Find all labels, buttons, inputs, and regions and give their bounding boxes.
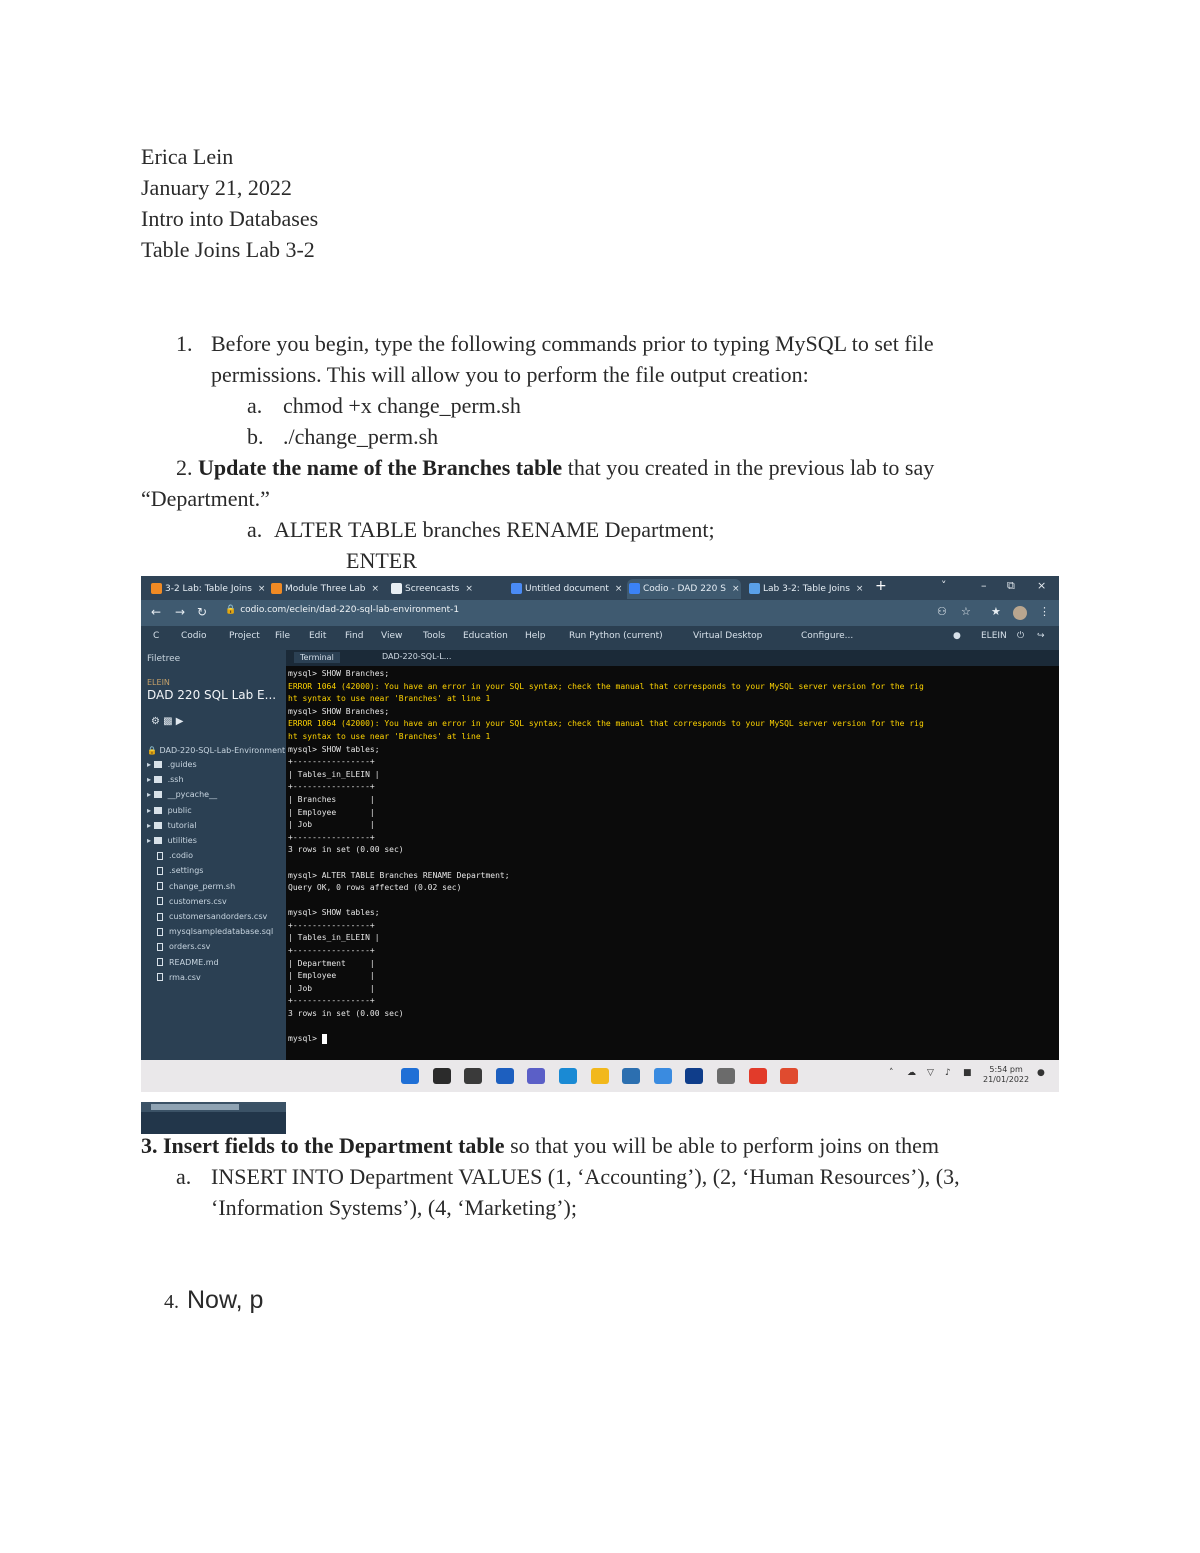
- battery-icon[interactable]: ■: [963, 1068, 972, 1078]
- step2-rest-text: that you created in the previous lab to say: [562, 455, 935, 480]
- browser-tab[interactable]: [269, 579, 387, 599]
- tree-item-label: .guides: [167, 760, 197, 769]
- tab-label: Screencasts: [405, 584, 460, 594]
- tab-label: Untitled document: [525, 584, 609, 594]
- terminal-line: | Employee |: [288, 807, 375, 817]
- step2-line: [176, 454, 934, 482]
- tab-favicon-icon: [749, 583, 760, 594]
- sidebar-tab-filetree[interactable]: Filetree: [147, 654, 181, 664]
- project-owner: ELEIN: [147, 678, 170, 687]
- terminal-line: | Branches |: [288, 794, 375, 804]
- step2-number: 2.: [176, 455, 193, 480]
- menu-item[interactable]: Tools: [423, 631, 446, 641]
- terminal-line: ERROR 1064 (42000): You have an error in your SQL syntax; check the manual that corresponds to your MySQL server version for the rig: [288, 681, 924, 691]
- tree-item-label: README.md: [169, 957, 219, 967]
- terminal-line: mysql> SHOW Branches;: [288, 706, 390, 716]
- tree-folder[interactable]: [147, 775, 184, 784]
- project-name: DAD 220 SQL Lab E...: [147, 688, 277, 702]
- folder-icon: [154, 822, 162, 829]
- taskbar-clock[interactable]: [983, 1065, 1029, 1085]
- tree-item-label: .codio: [169, 851, 194, 861]
- extensions-icon[interactable]: ★: [991, 605, 1001, 618]
- terminal-output[interactable]: [288, 668, 1056, 1058]
- terminal-line: ht syntax to use near 'Branches' at line 1: [288, 731, 491, 741]
- file-icon: [157, 897, 163, 905]
- forward-icon[interactable]: →: [175, 605, 186, 619]
- terminal-line: 3 rows in set (0.00 sec): [288, 845, 404, 855]
- folder-icon: [154, 776, 162, 783]
- file-icon: [157, 943, 163, 951]
- expand-arrow-icon[interactable]: ▸: [147, 805, 154, 815]
- codio-menu-bar: [141, 626, 1059, 650]
- chrome-icon[interactable]: [780, 1068, 798, 1084]
- restore-icon[interactable]: ⧉: [1007, 579, 1015, 592]
- mail-icon[interactable]: [654, 1068, 672, 1084]
- step2-a-command: ALTER TABLE branches RENAME Department;: [274, 517, 715, 542]
- embedded-screenshot: [141, 576, 1059, 1092]
- task-view-icon[interactable]: [464, 1068, 482, 1084]
- terminal-line: | Tables_in_ELEIN |: [288, 769, 380, 779]
- browser-tab[interactable]: [149, 579, 267, 599]
- cloud-icon[interactable]: ☁: [907, 1068, 916, 1078]
- tree-file[interactable]: [157, 973, 201, 982]
- scrollbar-thumb[interactable]: [151, 1104, 239, 1110]
- terminal-tabs: [286, 650, 1059, 666]
- tab-terminal[interactable]: Terminal: [294, 652, 340, 663]
- back-icon[interactable]: ←: [151, 605, 162, 619]
- new-tab-icon[interactable]: +: [875, 578, 887, 594]
- tree-file[interactable]: [157, 866, 203, 875]
- terminal-line: | Job |: [288, 820, 375, 830]
- tree-root-folder[interactable]: 🔒 DAD-220-SQL-Lab-Environment: [147, 746, 286, 755]
- step3-number: 3.: [141, 1133, 158, 1158]
- step2-line2: “Department.”: [141, 486, 270, 511]
- folder-icon: [154, 837, 162, 844]
- terminal-line: mysql> SHOW tables;: [288, 744, 380, 754]
- tab-favicon-icon: [511, 583, 522, 594]
- close-icon[interactable]: ×: [731, 584, 740, 594]
- close-icon[interactable]: ×: [465, 584, 473, 594]
- tab-label: Module Three Lab: [285, 584, 366, 594]
- menu-item[interactable]: View: [381, 631, 403, 641]
- terminal-line: mysql>: [288, 1033, 1056, 1046]
- step3-a-label: a.: [176, 1164, 192, 1189]
- menu-item[interactable]: Codio: [181, 631, 207, 641]
- tree-folder[interactable]: [147, 806, 192, 815]
- terminal-line: +----------------+: [288, 920, 375, 930]
- terminal-line: [288, 1021, 1056, 1034]
- tree-item-label: utilities: [167, 836, 197, 845]
- tab-project[interactable]: DAD-220-SQL-L...: [382, 652, 452, 661]
- terminal-line: [288, 895, 1056, 908]
- menu-item[interactable]: Edit: [309, 631, 327, 641]
- step3-bold-text: Insert fields to the Department table: [163, 1133, 505, 1158]
- browser-tab[interactable]: [747, 579, 864, 599]
- tree-item-label: orders.csv: [169, 942, 211, 952]
- close-icon[interactable]: ×: [855, 584, 864, 594]
- app-icon[interactable]: [717, 1068, 735, 1084]
- tree-file[interactable]: [157, 897, 227, 906]
- terminal-line: | Department |: [288, 958, 375, 968]
- window-close-icon[interactable]: ×: [1037, 579, 1047, 592]
- terminal-line: +----------------+: [288, 946, 375, 956]
- close-icon[interactable]: ×: [614, 584, 623, 594]
- browser-tab-bar: [141, 576, 1059, 600]
- tree-file[interactable]: [157, 882, 235, 891]
- tree-folder[interactable]: [147, 836, 197, 845]
- menu-item[interactable]: Help: [525, 631, 546, 641]
- expand-arrow-icon[interactable]: ▸: [147, 760, 154, 769]
- terminal-line: ht syntax to use near 'Branches' at line 1: [288, 694, 491, 704]
- tab-label: Codio - DAD 220 S: [643, 584, 726, 594]
- terminal-line: +----------------+: [288, 832, 375, 842]
- bookmark-star-icon[interactable]: ☆: [961, 605, 971, 618]
- step1-a-command: chmod +x change_perm.sh: [283, 393, 521, 418]
- step1-b-command: ./change_perm.sh: [283, 424, 439, 449]
- lock-icon: 🔒: [225, 605, 237, 615]
- tree-item-label: mysqlsampledatabase.sql: [169, 927, 274, 937]
- tab-label: 3-2 Lab: Table Joins: [165, 584, 252, 594]
- store-icon[interactable]: [622, 1068, 640, 1084]
- document-date: January 21, 2022: [141, 175, 292, 200]
- chat-icon[interactable]: [527, 1068, 545, 1084]
- expand-arrow-icon[interactable]: ▸: [147, 820, 154, 830]
- course-name: Intro into Databases: [141, 206, 319, 231]
- menu-item[interactable]: Project: [229, 631, 260, 641]
- terminal-line: +----------------+: [288, 996, 375, 1006]
- step2-a-label: a.: [247, 517, 263, 542]
- terminal-line: Query OK, 0 rows affected (0.02 sec): [288, 883, 462, 893]
- assignment-title: Table Joins Lab 3-2: [141, 237, 315, 262]
- sidebar-footer: [141, 1112, 286, 1134]
- wifi-icon[interactable]: ▽: [927, 1068, 934, 1078]
- menu-item[interactable]: File: [275, 631, 291, 641]
- close-icon[interactable]: ×: [371, 584, 380, 594]
- terminal-line: mysql> ALTER TABLE Branches RENAME Department;: [288, 870, 510, 880]
- file-icon: [157, 973, 163, 981]
- step1-a-label: a.: [247, 393, 263, 418]
- app-icon[interactable]: [749, 1068, 767, 1084]
- file-explorer-icon[interactable]: [591, 1068, 609, 1084]
- tab-search-icon[interactable]: ˅: [941, 579, 947, 592]
- tree-item-label: .ssh: [167, 775, 184, 785]
- expand-arrow-icon[interactable]: ▸: [147, 790, 154, 800]
- tree-item-label: __pycache__: [167, 790, 218, 800]
- power-icon[interactable]: ⏻: [1017, 631, 1025, 641]
- step1-number: 1.: [176, 331, 193, 356]
- file-icon: [157, 882, 163, 890]
- tree-item-label: rma.csv: [169, 972, 201, 982]
- more-menu-icon[interactable]: ⋮: [1039, 605, 1050, 618]
- menu-item[interactable]: Configure...: [801, 631, 854, 641]
- step1-b-label: b.: [247, 424, 264, 449]
- url-text: codio.com/eclein/dad-220-sql-lab-environment-1: [240, 605, 460, 615]
- clock-time: 5:54 pm: [989, 1065, 1023, 1074]
- step3-a-line1: INSERT INTO Department VALUES (1, ‘Accounting’), (2, ‘Human Resources’), (3,: [211, 1164, 960, 1189]
- step4-number: 4.: [164, 1291, 179, 1313]
- browser-tab[interactable]: [627, 579, 741, 599]
- tree-item-label: change_perm.sh: [169, 881, 236, 891]
- terminal-cursor: [322, 1034, 327, 1044]
- terminal-line: mysql> SHOW tables;: [288, 908, 380, 918]
- step2-bold-text: Update the name of the Branches table: [198, 455, 563, 480]
- tray-overflow-icon[interactable]: ˄: [889, 1068, 894, 1078]
- user-badge[interactable]: ELEIN: [981, 631, 1007, 641]
- widgets-icon[interactable]: [496, 1068, 514, 1084]
- folder-icon: [154, 761, 162, 768]
- terminal-line: 3 rows in set (0.00 sec): [288, 1009, 404, 1019]
- step3-line: [141, 1132, 939, 1160]
- menu-item[interactable]: Run Python (current): [569, 631, 663, 641]
- tree-item-label: public: [167, 805, 192, 815]
- tab-favicon-icon: [271, 583, 282, 594]
- step4-text: Now, p: [187, 1286, 264, 1314]
- tree-file[interactable]: [157, 958, 219, 967]
- terminal-line: +----------------+: [288, 757, 375, 767]
- expand-arrow-icon[interactable]: ▸: [147, 775, 154, 785]
- windows-taskbar: [141, 1060, 1059, 1092]
- tree-folder[interactable]: [147, 821, 196, 830]
- browser-tab[interactable]: [389, 579, 501, 599]
- codio-logo-icon: C: [153, 631, 160, 641]
- edge-icon[interactable]: [559, 1068, 577, 1084]
- file-icon: [157, 913, 163, 921]
- share-icon[interactable]: ⚇: [937, 605, 947, 618]
- menu-item[interactable]: Virtual Desktop: [693, 631, 763, 641]
- file-tree-sidebar: [141, 650, 286, 1060]
- expand-arrow-icon[interactable]: ▸: [147, 836, 154, 845]
- tree-item-label: customers.csv: [169, 896, 227, 906]
- terminal-line: | Job |: [288, 983, 375, 993]
- tree-item-label: customersandorders.csv: [169, 912, 268, 921]
- terminal-line: | Employee |: [288, 971, 375, 981]
- tree-file[interactable]: [157, 912, 267, 921]
- step3-rest-text: so that you will be able to perform joins on them: [504, 1133, 939, 1158]
- search-icon[interactable]: [433, 1068, 451, 1084]
- file-icon: [157, 867, 163, 875]
- tree-item-label: tutorial: [167, 820, 197, 830]
- sidebar-toolbar-icons[interactable]: ⚙ ▩ ▶: [151, 716, 184, 727]
- step1-text-line2: permissions. This will allow you to perform the file output creation:: [211, 362, 809, 387]
- browser-tab[interactable]: [509, 579, 623, 599]
- tab-favicon-icon: [629, 583, 640, 594]
- terminal-line: +----------------+: [288, 782, 375, 792]
- sidebar-scrollbar[interactable]: [141, 1102, 286, 1112]
- tree-file[interactable]: [157, 851, 193, 860]
- browser-address-bar: [141, 600, 1059, 626]
- profile-avatar[interactable]: [1013, 606, 1027, 620]
- tab-label: Lab 3-2: Table Joins: [763, 584, 850, 594]
- tree-folder[interactable]: [147, 790, 217, 799]
- tab-favicon-icon: [391, 583, 402, 594]
- close-icon[interactable]: ×: [257, 584, 266, 594]
- tree-item-label: .settings: [169, 866, 204, 876]
- volume-icon[interactable]: ♪: [945, 1068, 951, 1078]
- terminal-line: [288, 857, 1056, 870]
- file-icon: [157, 852, 163, 860]
- menu-item[interactable]: Find: [345, 631, 364, 641]
- terminal-line: mysql> SHOW Branches;: [288, 669, 390, 678]
- logout-icon[interactable]: ↪: [1037, 631, 1045, 641]
- folder-icon: [154, 791, 162, 798]
- start-icon[interactable]: [401, 1068, 419, 1084]
- step1-text-line1: Before you begin, type the following commands prior to typing MySQL to set file: [211, 331, 934, 356]
- url-field[interactable]: [225, 605, 459, 615]
- step3-a-line2: ‘Information Systems’), (4, ‘Marketing’);: [211, 1195, 577, 1220]
- reload-icon[interactable]: ↻: [197, 605, 208, 619]
- minimize-icon[interactable]: –: [981, 579, 987, 592]
- clock-date: 21/01/2022: [983, 1075, 1030, 1084]
- notifications-icon[interactable]: ●: [1037, 1068, 1045, 1078]
- tree-file[interactable]: [157, 942, 210, 951]
- dropbox-icon[interactable]: [685, 1068, 703, 1084]
- user-avatar-icon[interactable]: ●: [953, 631, 961, 641]
- tree-folder[interactable]: [147, 760, 197, 769]
- file-icon: [157, 928, 163, 936]
- tab-favicon-icon: [151, 583, 162, 594]
- menu-item[interactable]: Education: [463, 631, 508, 641]
- step2-enter: ENTER: [346, 548, 417, 573]
- file-icon: [157, 958, 163, 966]
- terminal-line: ERROR 1064 (42000): You have an error in your SQL syntax; check the manual that corresponds to your MySQL server version for the rig: [288, 719, 924, 729]
- author-name: Erica Lein: [141, 144, 234, 169]
- folder-icon: [154, 807, 162, 814]
- tree-file[interactable]: [157, 927, 273, 936]
- terminal-line: | Tables_in_ELEIN |: [288, 933, 380, 943]
